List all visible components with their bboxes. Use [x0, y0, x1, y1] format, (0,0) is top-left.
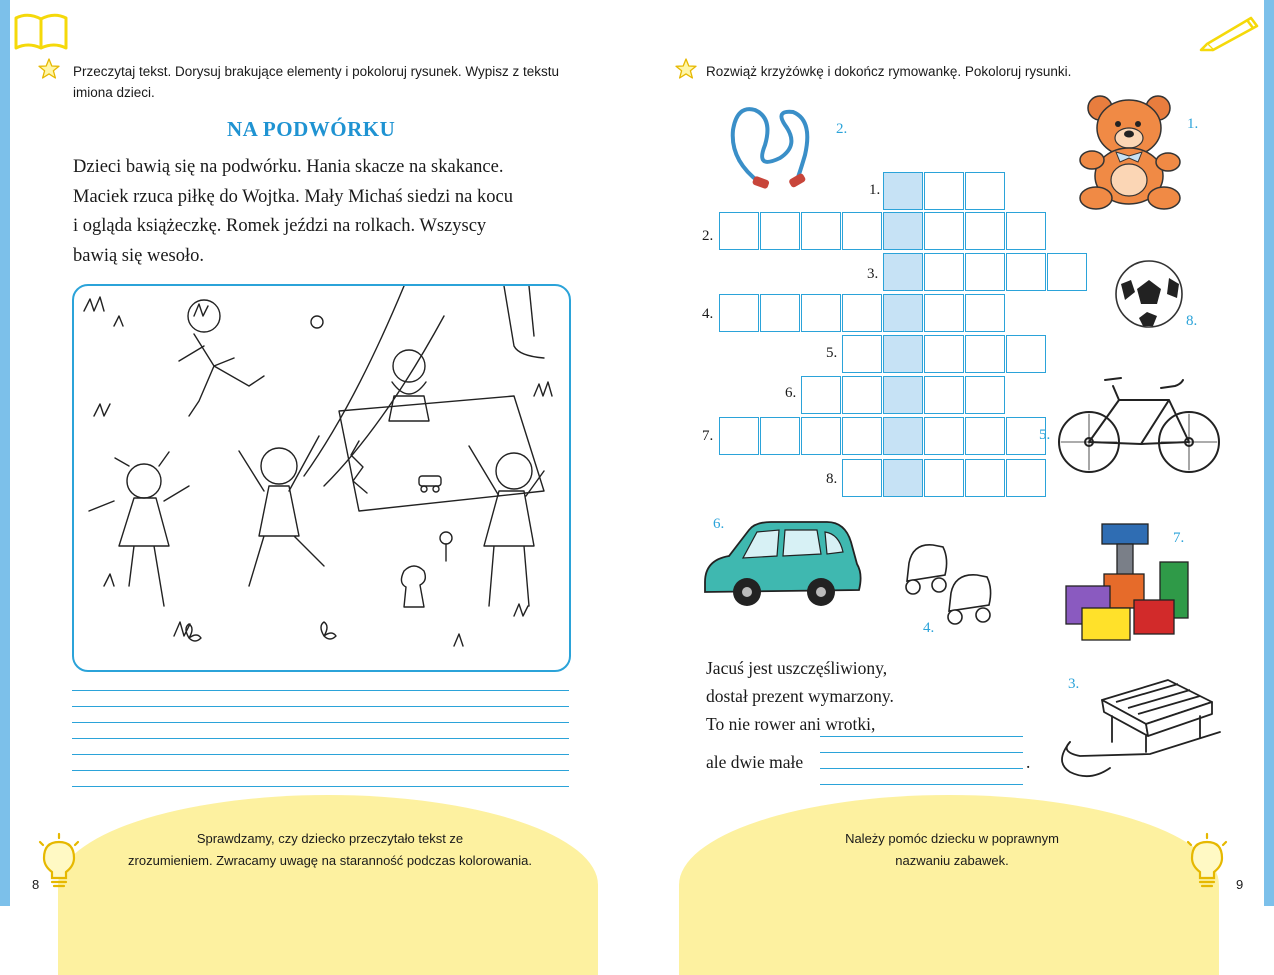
crossword-solution-cell[interactable] — [883, 294, 923, 332]
writing-line[interactable] — [72, 722, 569, 723]
crossword-cell[interactable] — [1006, 212, 1046, 250]
rhyme — [706, 654, 1066, 738]
crossword-solution-cell[interactable] — [883, 335, 923, 373]
crossword-cell[interactable] — [842, 376, 882, 414]
crossword-cell[interactable] — [924, 172, 964, 210]
writing-line[interactable] — [72, 770, 569, 771]
answer-line[interactable] — [820, 784, 1023, 785]
crossword-cell[interactable] — [760, 294, 800, 332]
picture-number: 5. — [1039, 427, 1051, 443]
page-number: 8 — [32, 877, 40, 892]
crossword-cell[interactable] — [965, 459, 1005, 497]
toy-car-icon — [699, 512, 869, 612]
writing-line[interactable] — [72, 786, 569, 787]
hint-text — [717, 828, 1187, 872]
crossword-cell[interactable] — [965, 253, 1005, 291]
picture-number: 3. — [1068, 676, 1080, 692]
crossword-cell[interactable] — [719, 417, 759, 455]
answer-line[interactable] — [820, 736, 1023, 737]
crossword-cell[interactable] — [965, 417, 1005, 455]
crossword-cell[interactable] — [1006, 459, 1046, 497]
crossword-cell[interactable] — [924, 212, 964, 250]
crossword-cell[interactable] — [760, 212, 800, 250]
instruction: Rozwiąż krzyżówkę i dokończ rymowankę. Pokoloruj rysunki. — [706, 64, 1072, 79]
blocks-icon — [1062, 520, 1192, 644]
crossword-cell[interactable] — [842, 417, 882, 455]
crossword-solution-cell[interactable] — [883, 172, 923, 210]
crossword-cell[interactable] — [965, 212, 1005, 250]
rhyme-last-line: ale dwie małe — [706, 752, 804, 772]
crossword-row-number: 5. — [826, 345, 838, 361]
picture-number: 1. — [1187, 116, 1199, 132]
writing-line[interactable] — [72, 690, 569, 691]
story-title: NA PODWÓRKU — [227, 117, 396, 141]
story-line: Maciek rzuca piłkę do Wojtka. Mały Michaś siedzi na kocu — [73, 186, 513, 207]
crossword-cell[interactable] — [842, 459, 882, 497]
crossword-cell[interactable] — [924, 417, 964, 455]
crossword-cell[interactable] — [801, 417, 841, 455]
jump-rope-icon — [725, 100, 825, 195]
picture-number: 4. — [923, 620, 935, 636]
soccer-ball-icon — [1113, 258, 1185, 330]
crossword-solution-cell[interactable] — [883, 376, 923, 414]
picture-number: 2. — [836, 121, 848, 137]
crossword-cell[interactable] — [924, 294, 964, 332]
teddy-bear-icon — [1072, 90, 1192, 215]
rhyme-line: Jacuś jest uszczęśliwiony, — [706, 658, 888, 678]
crossword-cell[interactable] — [842, 294, 882, 332]
answer-line[interactable] — [820, 768, 1023, 769]
crossword-row-number: 1. — [869, 182, 881, 198]
book-icon — [12, 10, 70, 52]
lightbulb-icon — [1182, 832, 1232, 892]
story-line: bawią się wesoło. — [73, 245, 205, 266]
playground-drawing — [74, 286, 569, 670]
crossword-cell[interactable] — [719, 294, 759, 332]
writing-line[interactable] — [72, 706, 569, 707]
writing-line[interactable] — [72, 754, 569, 755]
star-icon — [38, 58, 60, 80]
left-page-edge — [0, 0, 10, 906]
crossword-cell[interactable] — [1047, 253, 1087, 291]
crossword-cell[interactable] — [924, 459, 964, 497]
hint-background — [58, 795, 598, 975]
instruction-line: Przeczytaj tekst. Dorysuj brakujące elementy i pokoloruj rysunek. Wypisz z tekstu — [73, 64, 560, 79]
hint-text — [90, 828, 570, 872]
crossword-cell[interactable] — [842, 212, 882, 250]
story-text — [73, 153, 593, 271]
crossword-solution-cell[interactable] — [883, 253, 923, 291]
instruction — [73, 61, 593, 103]
crossword-cell[interactable] — [965, 294, 1005, 332]
crossword-solution-cell[interactable] — [883, 212, 923, 250]
crossword-cell[interactable] — [719, 212, 759, 250]
crossword-cell[interactable] — [924, 253, 964, 291]
crossword-row-number: 7. — [702, 428, 714, 444]
right-page — [637, 0, 1264, 906]
page-number: 9 — [1236, 877, 1244, 892]
crossword-cell[interactable] — [801, 376, 841, 414]
crossword-cell[interactable] — [965, 172, 1005, 210]
crossword-cell[interactable] — [965, 376, 1005, 414]
picture-number: 7. — [1173, 530, 1185, 546]
rhyme-line: To nie rower ani wrotki, — [706, 714, 876, 734]
roller-skates-icon — [899, 535, 1011, 633]
crossword-cell[interactable] — [842, 335, 882, 373]
hint-line: Należy pomóc dziecku w poprawnym — [845, 831, 1059, 846]
crossword-cell[interactable] — [801, 212, 841, 250]
crossword-row-number: 6. — [785, 385, 797, 401]
hint-line: zrozumieniem. Zwracamy uwagę na staranność podczas kolorowania. — [128, 853, 532, 868]
crossword-solution-cell[interactable] — [883, 417, 923, 455]
coloring-picture[interactable] — [72, 284, 571, 672]
crossword-row-number: 2. — [702, 228, 714, 244]
rhyme-end: . — [1026, 752, 1031, 772]
instruction-line: imiona dzieci. — [73, 85, 155, 100]
story-line: Dzieci bawią się na podwórku. Hania skacze na skakance. — [73, 157, 504, 177]
lightbulb-icon — [34, 832, 84, 892]
star-icon — [675, 58, 697, 80]
picture-number: 8. — [1186, 313, 1198, 329]
crossword-cell[interactable] — [801, 294, 841, 332]
picture-number: 6. — [713, 516, 725, 532]
crossword-cell[interactable] — [1006, 253, 1046, 291]
answer-line[interactable] — [820, 752, 1023, 753]
crossword-solution-cell[interactable] — [883, 459, 923, 497]
right-page-edge — [1264, 0, 1274, 906]
crossword-row-number: 3. — [867, 266, 879, 282]
story-line: i ogląda książeczkę. Romek jeździ na rolkach. Wszyscy — [73, 216, 487, 236]
rhyme-line: dostał prezent wymarzony. — [706, 686, 894, 706]
hint-background — [679, 795, 1219, 975]
crossword-cell[interactable] — [760, 417, 800, 455]
left-page — [10, 0, 637, 906]
hint-line: Sprawdzamy, czy dziecko przeczytało tekst ze — [196, 831, 464, 846]
hint-line: nazwaniu zabawek. — [895, 853, 1009, 868]
pencil-icon — [1199, 10, 1265, 52]
sled-icon — [1050, 672, 1228, 787]
writing-line[interactable] — [72, 738, 569, 739]
crossword-cell[interactable] — [965, 335, 1005, 373]
crossword-row-number: 4. — [702, 306, 714, 322]
crossword-cell[interactable] — [924, 376, 964, 414]
crossword-cell[interactable] — [1006, 335, 1046, 373]
crossword-row-number: 8. — [826, 471, 838, 487]
bicycle-icon — [1057, 358, 1223, 483]
crossword-cell[interactable] — [924, 335, 964, 373]
